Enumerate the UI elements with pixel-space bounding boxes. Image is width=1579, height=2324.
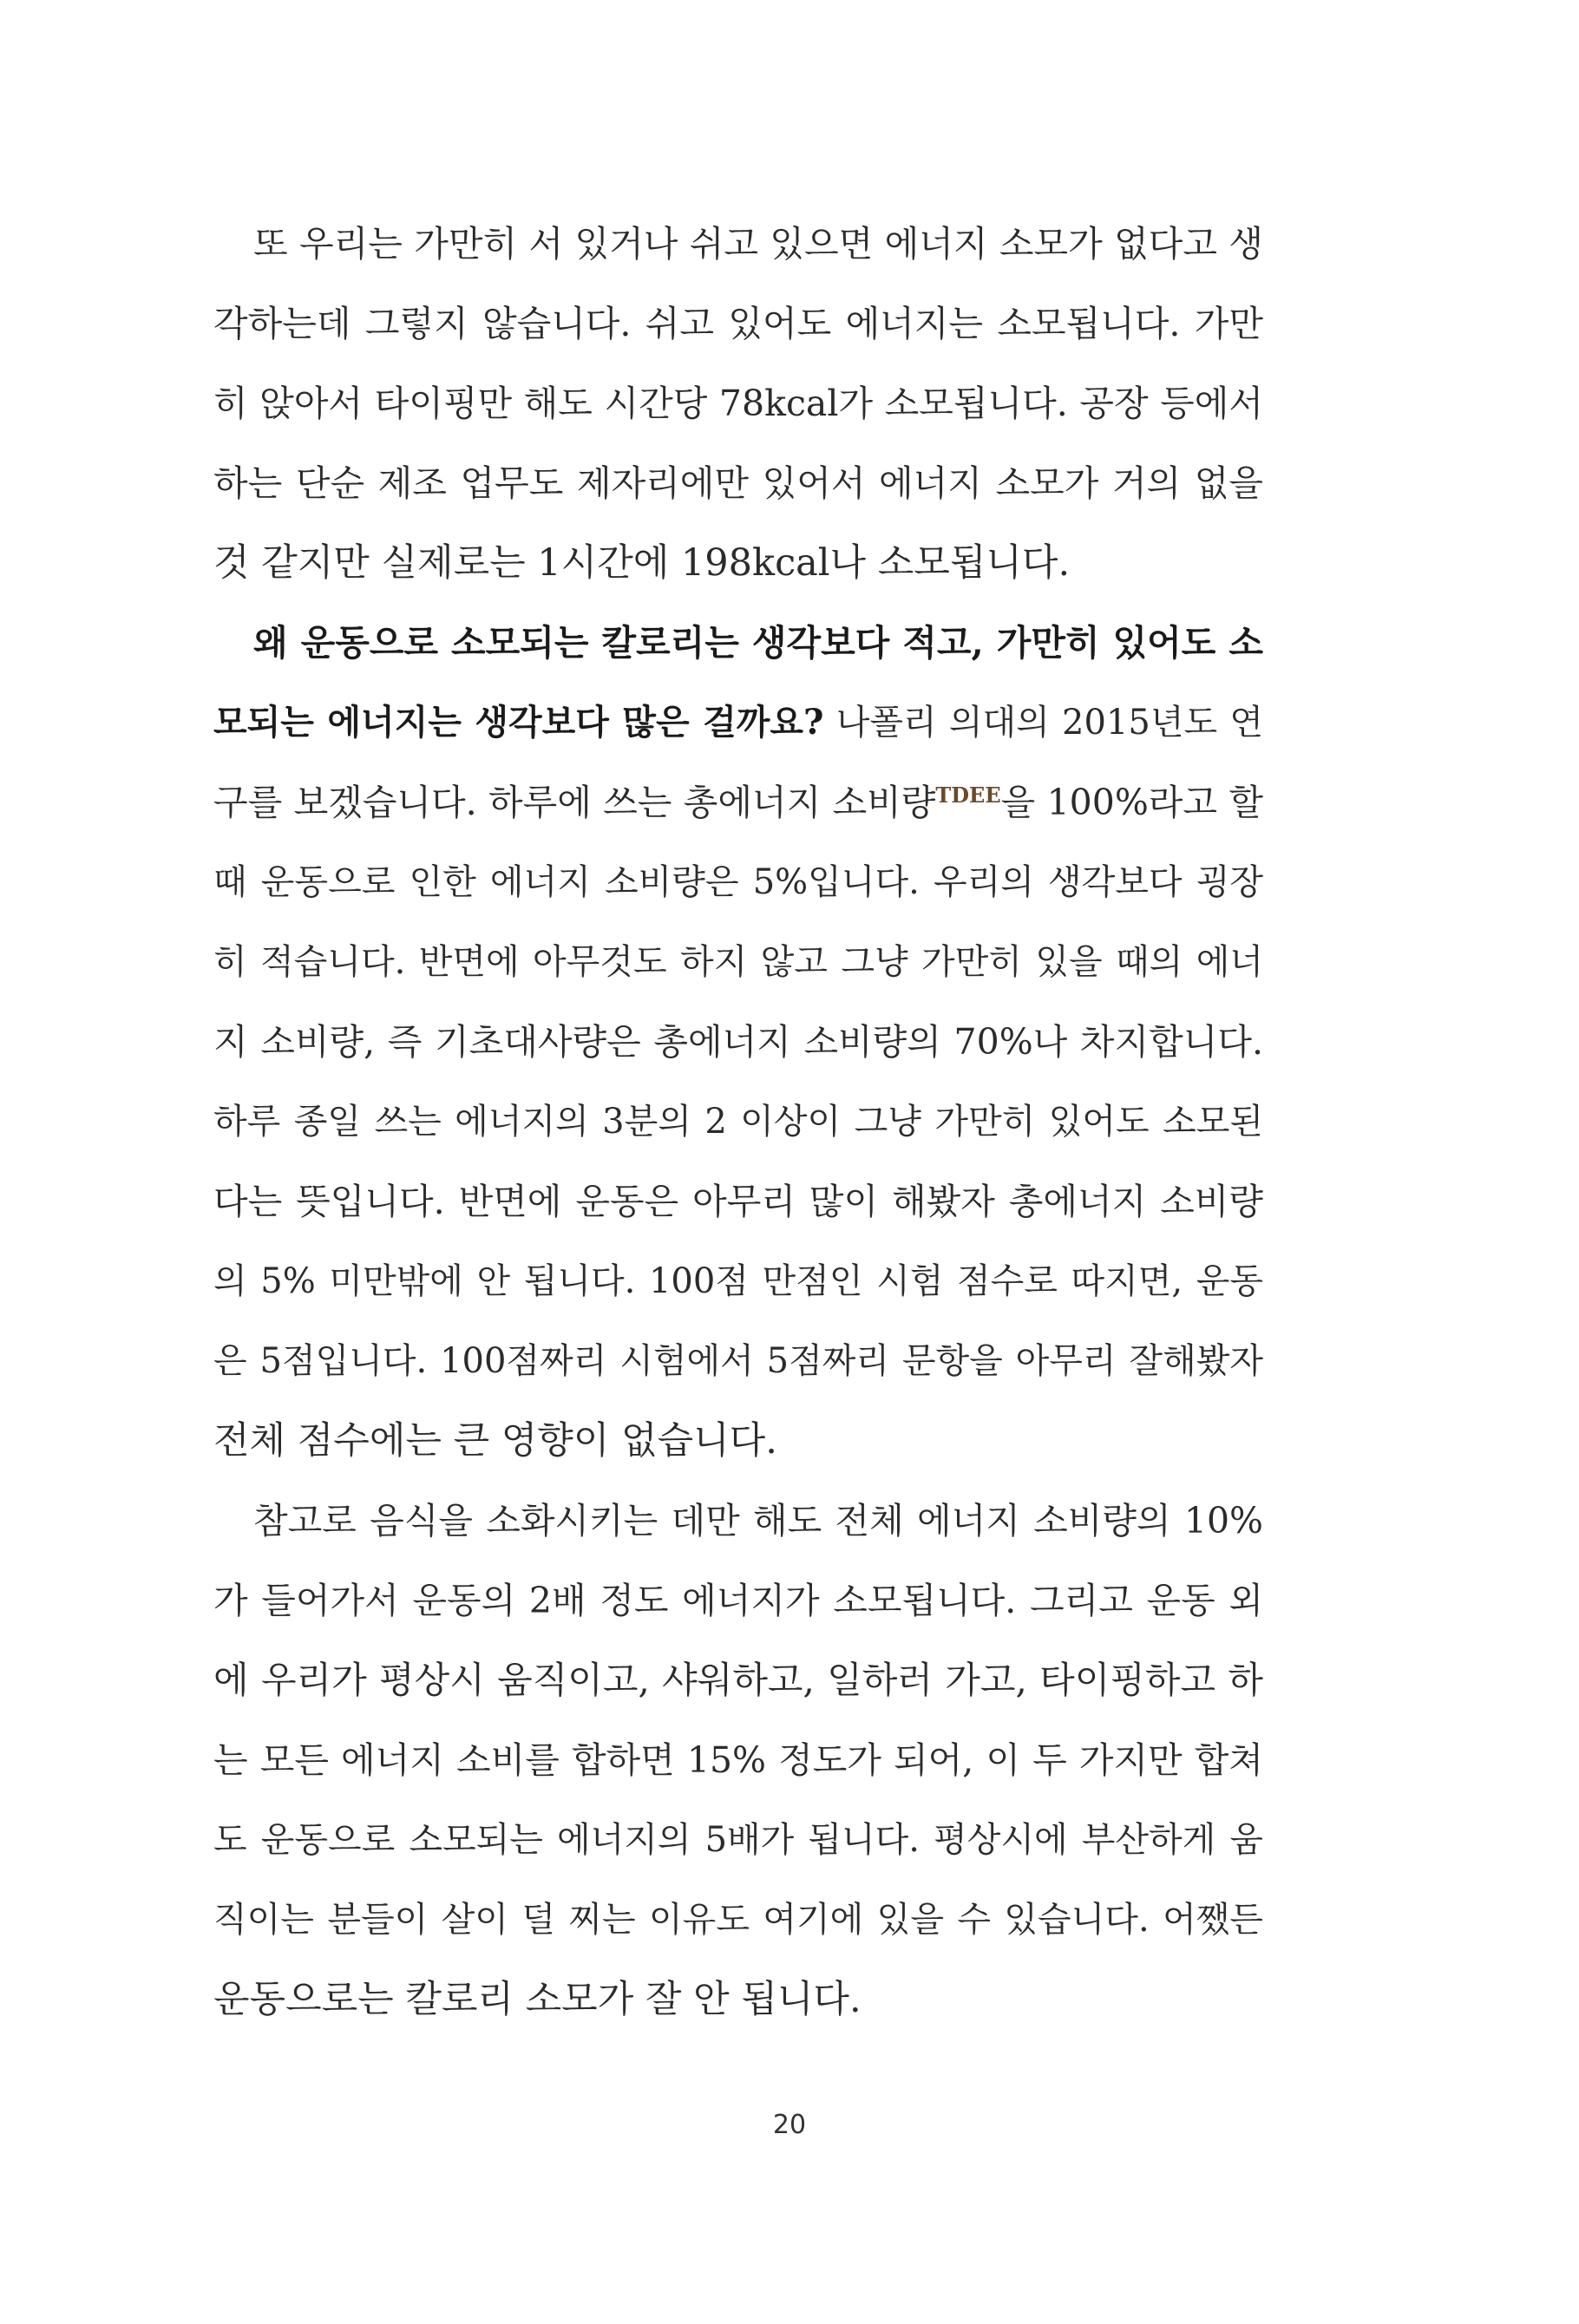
text-line: 것 같지만 실제로는 1시간에 198kcal나 소모됩니다.	[213, 541, 1071, 585]
text-span: 구를 보겠습니다. 하루에 쓰는 총에너지 소비량	[213, 782, 936, 823]
text-line: 운동으로는 칼로리 소모가 잘 안 됩니다.	[213, 1978, 862, 2021]
text-line: 히 앉아서 타이핑만 해도 시간당 78kcal가 소모됩니다. 공장 등에서	[213, 383, 1263, 424]
text-line: 하루 종일 쓰는 에너지의 3분의 2 이상이 그냥 가만히 있어도 소모된	[213, 1102, 1263, 1142]
text-line: 직이는 분들이 살이 덜 찌는 이유도 여기에 있을 수 있습니다. 어쨌든	[213, 1900, 1263, 1940]
text-line: 의 5% 미만밖에 안 됩니다. 100점 만점인 시험 점수로 따지면, 운동	[213, 1261, 1263, 1301]
text-line: 다는 뜻입니다. 반면에 운동은 아무리 많이 해봤자 총에너지 소비량	[213, 1181, 1263, 1222]
paragraph-2	[213, 603, 1263, 1481]
text-line: 가 들어가서 운동의 2배 정도 에너지가 소모됩니다. 그리고 운동 외	[213, 1580, 1263, 1621]
text-line: 전체 점수에는 큰 영향이 없습니다.	[213, 1419, 777, 1463]
bold-question-line: 왜 운동으로 소모되는 칼로리는 생각보다 적고, 가만히 있어도 소	[253, 622, 1263, 664]
tdee-superscript: TDEE	[935, 782, 1001, 808]
text-line: 히 적습니다. 반면에 아무것도 하지 않고 그냥 가만히 있을 때의 에너	[213, 942, 1263, 982]
text-line: 또 우리는 가만히 서 있거나 쉬고 있으면 에너지 소모가 없다고 생	[253, 223, 1263, 265]
text-line	[213, 683, 1263, 763]
text-line: 는 모든 에너지 소비를 합하면 15% 정도가 되어, 이 두 가지만 합쳐	[213, 1739, 1263, 1781]
page-number: 20	[772, 2110, 807, 2140]
text-span: 을 100%라고 할	[1000, 782, 1263, 823]
text-span: 나폴리 의대의 2015년도 연	[823, 703, 1263, 743]
text-line: 은 5점입니다. 100점짜리 시험에서 5점짜리 문항을 아무리 잘해봤자	[213, 1341, 1263, 1381]
text-line: 에 우리가 평상시 움직이고, 샤워하고, 일하러 가고, 타이핑하고 하	[213, 1659, 1263, 1701]
text-line	[213, 763, 1263, 842]
paragraph-1	[213, 204, 1263, 603]
text-line: 참고로 음식을 소화시키는 데만 해도 전체 에너지 소비량의 10%	[253, 1500, 1263, 1542]
text-line: 도 운동으로 소모되는 에너지의 5배가 됩니다. 평상시에 부산하게 움	[213, 1820, 1263, 1860]
text-line: 때 운동으로 인한 에너지 소비량은 5%입니다. 우리의 생각보다 굉장	[213, 862, 1263, 902]
body-text	[213, 204, 1263, 2039]
paragraph-3	[213, 1481, 1263, 2039]
bold-question-end: 모되는 에너지는 생각보다 많은 걸까요?	[213, 702, 824, 743]
text-line: 각하는데 그렇지 않습니다. 쉬고 있어도 에너지는 소모됩니다. 가만	[213, 303, 1263, 344]
text-line: 하는 단순 제조 업무도 제자리에만 있어서 에너지 소모가 거의 없을	[213, 462, 1263, 504]
text-line: 지 소비량, 즉 기초대사량은 총에너지 소비량의 70%나 차지합니다.	[213, 1021, 1263, 1063]
